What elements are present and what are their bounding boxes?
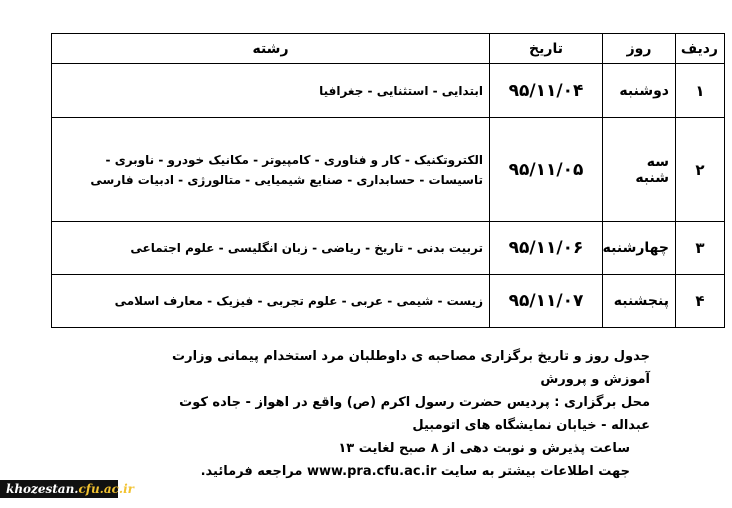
site-watermark [0,480,134,498]
table-header-row [52,34,725,64]
row-number: ۲ [676,118,725,222]
header-date: تاریخ [490,34,603,64]
header-subject: رشته [52,34,490,64]
watermark-prefix: khozestan. [6,482,79,496]
row-day: دوشنبه [603,64,676,118]
row-number: ۱ [676,64,725,118]
table-row [52,64,725,118]
row-date: ۹۵/۱۱/۰۵ [490,118,603,222]
notes-block [150,345,650,483]
row-subject: تربیت بدنی - تاریخ - ریاضی - زبان انگلیسی - علوم اجتماعی [52,222,490,275]
row-subject: ابتدایی - استثنایی - جغرافیا [52,64,490,118]
row-number: ۳ [676,222,725,275]
table-row [52,118,725,222]
row-date: ۹۵/۱۱/۰۶ [490,222,603,275]
row-number: ۴ [676,275,725,328]
venue-text: محل برگزاری : پردیس حضرت رسول اکرم (ص) واقع در اهواز - جاده کوت عبداله - خیابان نمایشگاه های اتومبیل [179,395,650,433]
row-subject: زیست - شیمی - عربی - علوم تجربی - فیزیک - معارف اسلامی [52,275,490,328]
watermark-accent: cfu.ac.ir [78,482,134,496]
row-subject: الکتروتکنیک - کار و فناوری - کامپیوتر - مکانیک خودرو - ناوبری - تاسیسات - حسابداری - صنایع شیمیایی - متالورژی - ادبیات فارسی [52,118,490,222]
row-day: پنجشنبه [603,275,676,328]
row-day: چهارشنبه [603,222,676,275]
header-row-number: ردیف [676,34,725,64]
row-day: سه شنبه [603,118,676,222]
website-info-text: جهت اطلاعات بیشتر به سایت www.pra.cfu.ac.ir مراجعه فرمائید. [200,464,630,479]
row-date: ۹۵/۱۱/۰۴ [490,64,603,118]
reception-hours-text: ساعت پذیرش و نوبت دهی از ۸ صبح لغایت ۱۳ [338,441,630,456]
header-day: روز [603,34,676,64]
schedule-table [51,33,725,328]
table-row [52,222,725,275]
row-date: ۹۵/۱۱/۰۷ [490,275,603,328]
table-row [52,275,725,328]
schedule-caption: جدول روز و تاریخ برگزاری مصاحبه ی داوطلبان مرد استخدام پیمانی وزارت آموزش و پرورش [172,349,650,387]
